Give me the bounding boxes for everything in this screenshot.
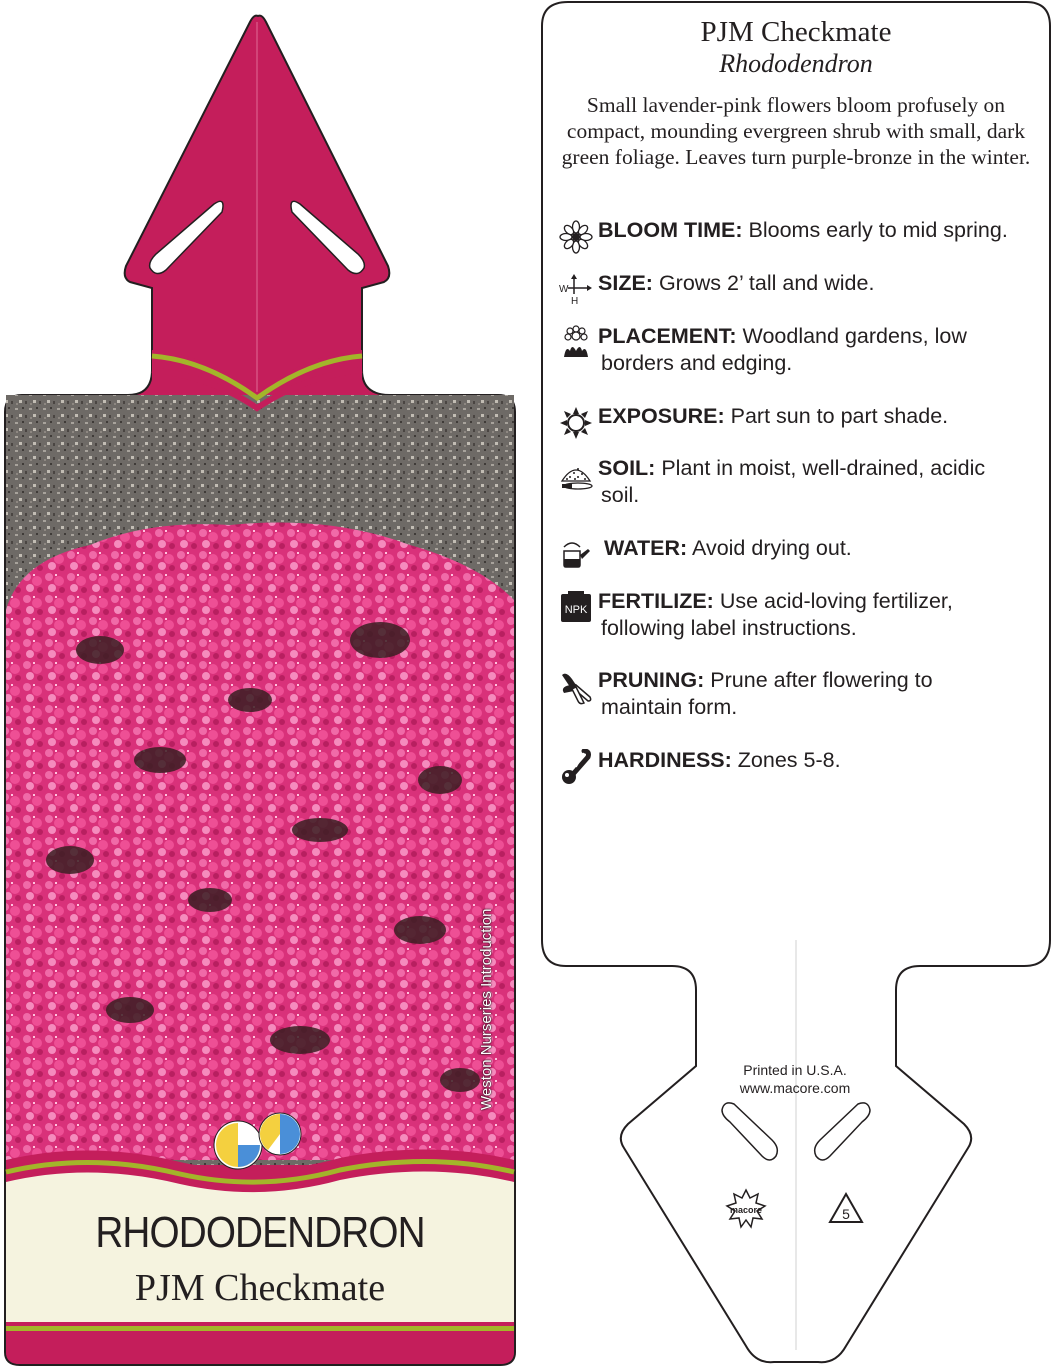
value-pruning: Prune after flowering to bbox=[710, 668, 933, 692]
thermometer-icon bbox=[558, 749, 594, 785]
front-tag bbox=[0, 0, 520, 1369]
label-soil: SOIL: bbox=[598, 456, 656, 480]
size-icon-h: H bbox=[571, 296, 579, 307]
label-exposure: EXPOSURE: bbox=[598, 404, 725, 428]
soil-icon bbox=[558, 457, 594, 493]
label-hardiness: HARDINESS: bbox=[598, 748, 732, 772]
front-cultivar-title: PJM Checkmate bbox=[134, 1267, 386, 1309]
sun-icon bbox=[558, 405, 594, 441]
printed-url: www.macore.com bbox=[739, 1080, 851, 1096]
back-plant-genus: Rhododendron bbox=[719, 49, 873, 78]
value-fertilize-cont: following label instructions. bbox=[601, 616, 857, 640]
value-pruning-cont: maintain form. bbox=[601, 695, 738, 719]
value-bloom-time: Blooms early to mid spring. bbox=[748, 218, 1008, 242]
label-water: WATER: bbox=[604, 536, 688, 560]
value-hardiness: Zones 5-8. bbox=[737, 748, 841, 772]
value-soil: Plant in moist, well-drained, acidic bbox=[661, 456, 986, 480]
printed-info bbox=[700, 1061, 890, 1097]
label-size: SIZE: bbox=[598, 271, 653, 295]
label-pruning: PRUNING: bbox=[598, 668, 705, 692]
front-genus-title: RHODODENDRON bbox=[95, 1208, 425, 1257]
value-fertilize: Use acid-loving fertilizer, bbox=[719, 589, 953, 613]
flower-icon bbox=[558, 219, 594, 255]
value-placement-cont: borders and edging. bbox=[601, 351, 793, 375]
macore-logo-text: macore bbox=[729, 1205, 763, 1215]
value-exposure: Part sun to part shade. bbox=[730, 404, 949, 428]
value-placement: Woodland gardens, low bbox=[742, 324, 967, 348]
size-arrows-icon bbox=[558, 272, 594, 308]
value-soil-cont: soil. bbox=[601, 483, 640, 507]
garden-placement-icon bbox=[558, 325, 594, 361]
plant-description: Small lavender-pink flowers bloom profusely on compact, mounding evergreen shrub with small, dark green foliage. Leaves turn purple-bronze in the winter. bbox=[561, 93, 1031, 169]
label-fertilize: FERTILIZE: bbox=[598, 589, 714, 613]
size-icon-w: W bbox=[559, 284, 569, 295]
recycle-code: 5 bbox=[842, 1206, 850, 1222]
watering-can-icon bbox=[558, 537, 594, 573]
printed-country: Printed in U.S.A. bbox=[743, 1062, 847, 1078]
pruners-icon bbox=[558, 669, 594, 705]
back-plant-name: PJM Checkmate bbox=[700, 16, 892, 48]
value-water: Avoid drying out. bbox=[692, 536, 852, 560]
label-bloom-time: BLOOM TIME: bbox=[598, 218, 743, 242]
label-placement: PLACEMENT: bbox=[598, 324, 737, 348]
value-size: Grows 2’ tall and wide. bbox=[658, 271, 875, 295]
credit-line: Weston Nurseries Introduction bbox=[478, 908, 495, 1110]
photo-shrub bbox=[6, 523, 514, 1161]
npk-fertilizer-icon bbox=[558, 590, 594, 626]
npk-icon-text: NPK bbox=[564, 604, 588, 616]
